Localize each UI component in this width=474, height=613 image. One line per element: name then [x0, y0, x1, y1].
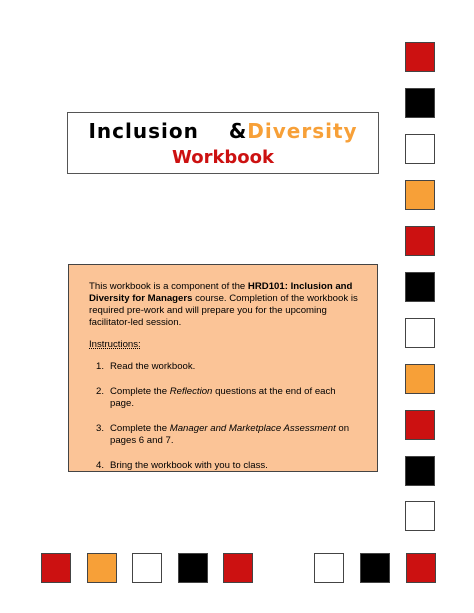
- decor-square-black: [178, 553, 208, 583]
- instructions-box: [68, 264, 378, 472]
- step-text: [110, 460, 359, 472]
- decor-square-white: [132, 553, 162, 583]
- step-text: [110, 361, 359, 373]
- step-text-italic: Manager and Marketplace Assessment: [169, 423, 336, 434]
- decor-square-red: [223, 553, 253, 583]
- workbook-subtitle: Workbook: [171, 147, 274, 168]
- step-text-b: on pages 6 and 7.: [110, 423, 350, 446]
- decor-square-white: [405, 134, 435, 164]
- step-text-italic: Reflection: [169, 386, 213, 397]
- instruction-step: [89, 361, 359, 373]
- decor-square-red: [405, 410, 435, 440]
- decor-square-red: [406, 553, 436, 583]
- step-text-a: Complete the: [110, 423, 170, 434]
- step-number: 3.: [96, 423, 105, 434]
- decor-square-red: [405, 42, 435, 72]
- intro-post: course. Completion of the workbook is required pre-work and will prepare you for the upcoming facilitator-led session.: [89, 293, 358, 328]
- decor-square-red: [41, 553, 71, 583]
- title-inclusion: Inclusion: [88, 119, 199, 143]
- course-name: HRD101: Inclusion and Diversity for Managers: [89, 281, 353, 304]
- decor-square-red: [405, 226, 435, 256]
- intro-paragraph: [89, 281, 359, 329]
- step-text: [110, 423, 359, 447]
- decor-square-black: [405, 88, 435, 118]
- decor-square-orange: [405, 364, 435, 394]
- decor-square-orange: [405, 180, 435, 210]
- instruction-steps: [89, 361, 359, 472]
- decor-square-black: [405, 456, 435, 486]
- step-text-a: Complete the: [110, 386, 170, 397]
- step-number: 1.: [96, 361, 105, 372]
- step-text-b: questions at the end of each page.: [110, 386, 336, 409]
- decor-square-white: [314, 553, 344, 583]
- instruction-step: [89, 460, 359, 472]
- instruction-step: [89, 423, 359, 447]
- step-text-a: Bring the workbook with you to class.: [110, 460, 268, 471]
- decor-square-orange: [87, 553, 117, 583]
- step-number: 4.: [96, 460, 105, 471]
- title-ampersand: &: [228, 119, 248, 143]
- decor-square-black: [405, 272, 435, 302]
- title-diversity: Diversity: [247, 119, 358, 143]
- step-text-a: Read the workbook.: [110, 361, 196, 372]
- decor-square-black: [360, 553, 390, 583]
- instructions-heading: Instructions:: [89, 339, 141, 350]
- decor-square-white: [405, 501, 435, 531]
- workbook-title: [68, 119, 378, 143]
- title-box: [67, 112, 379, 174]
- step-number: 2.: [96, 386, 105, 397]
- instruction-step: [89, 386, 359, 410]
- decor-square-white: [405, 318, 435, 348]
- step-text: [110, 386, 359, 410]
- intro-pre: This workbook is a component of the: [89, 281, 248, 292]
